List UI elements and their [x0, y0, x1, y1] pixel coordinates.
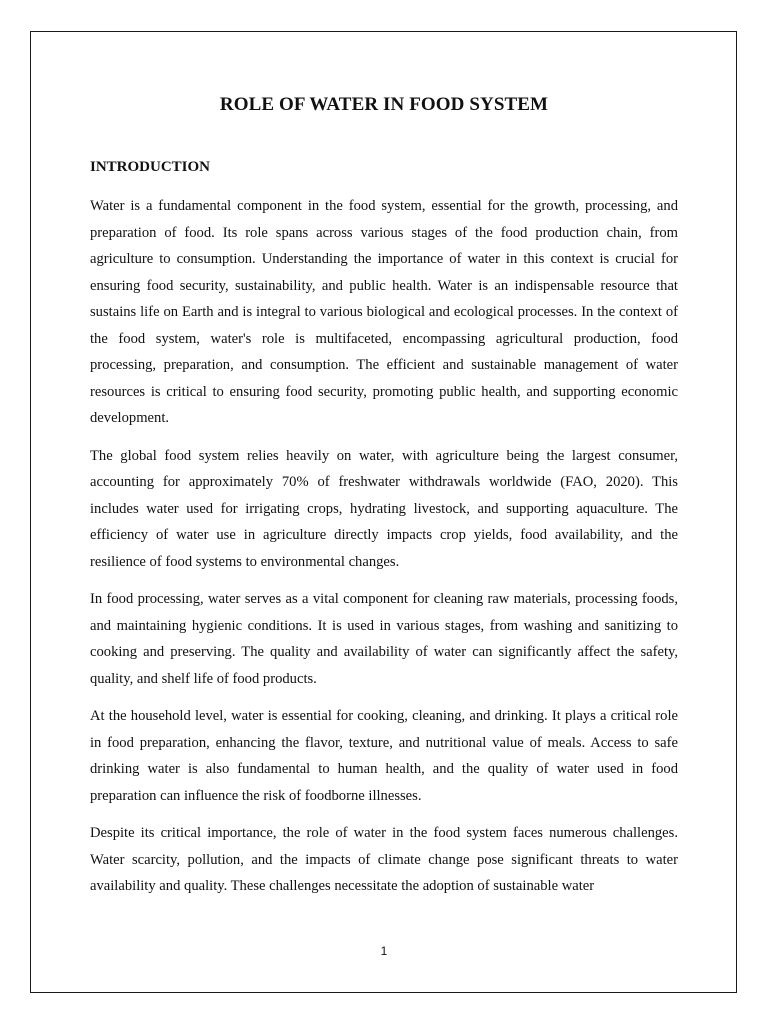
paragraph-4: At the household level, water is essential for cooking, cleaning, and drinking. It plays a critical role in food preparation, enhancing the flavor, texture, and nutritional value of meals. Access to safe drinking water is also fundamental to human health, and the quality of water used in food preparation can influence the risk of foodborne illnesses.	[90, 708, 678, 804]
page-number: 1	[380, 944, 388, 958]
body-text	[90, 193, 678, 911]
paragraph-1: Water is a fundamental component in the food system, essential for the growth, processing, and preparation of food. Its role spans across various stages of the food production chain, from agriculture to consumption. Understanding the importance of water in this context is crucial for ensuring food security, sustainability, and public health. Water is an indispensable resource that sustains life on Earth and is integral to various biological and ecological processes. In the context of the food system, water's role is multifaceted, encompassing agricultural production, food processing, preparation, and consumption. The efficient and sustainable management of water resources is critical to ensuring food security, promoting public health, and supporting economic development.	[90, 198, 678, 426]
paragraph-5: Despite its critical importance, the role of water in the food system faces numerous challenges. Water scarcity, pollution, and the impacts of climate change pose significant threats to water availability and quality. These challenges necessitate the adoption of sustainable water	[90, 825, 678, 894]
paragraph-2: The global food system relies heavily on water, with agriculture being the largest consumer, accounting for approximately 70% of freshwater withdrawals worldwide (FAO, 2020). This includes water used for irrigating crops, hydrating livestock, and supporting aquaculture. The efficiency of water use in agriculture directly impacts crop yields, food availability, and the resilience of food systems to environmental changes.	[90, 447, 678, 570]
document-title: ROLE OF WATER IN FOOD SYSTEM	[219, 94, 549, 115]
paragraph-3: In food processing, water serves as a vital component for cleaning raw materials, processing foods, and maintaining hygienic conditions. It is used in various stages, from washing and sanitizing to cooking and preserving. The quality and availability of water can significantly affect the safety, quality, and shelf life of food products.	[90, 591, 678, 687]
section-heading-introduction: INTRODUCTION	[90, 159, 211, 175]
